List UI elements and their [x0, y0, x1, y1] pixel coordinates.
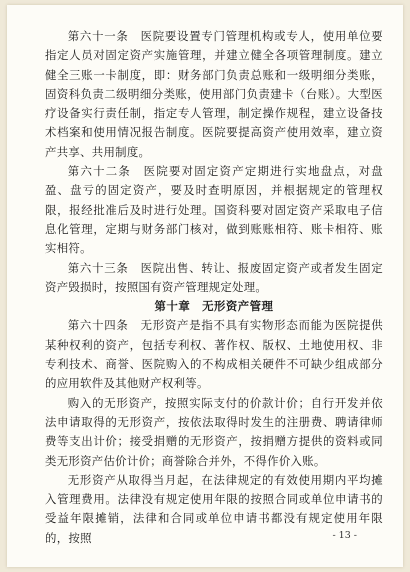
chapter-heading: 第十章 无形资产管理	[154, 299, 274, 314]
article-61-paragraph: 第六十一条 医院要设置专门管理机构或专人，使用单位要指定人员对固定资产实施管理，并建立健全各项管理制度。建立健全三账一卡制度，即：财务部门负责总账和一级明细分类账，固资科负责二级明细分类账，使用部门负责建卡（台账）。大型医疗设备实行责任制，指定专人管理，制定操作规程，建立设备技术档案和使用情况报告制度。医院要提高资产使用效率，建立资产共享、共用制度。	[45, 29, 383, 159]
valuation-paragraph: 购入的无形资产，按照实际支付的价款计价；自行开发并依法申请取得的无形资产，按依法取得时发生的注册费、聘请律师费等支出计价；接受捐赠的无形资产，按捐赠方提供的资料或同类无形资产估价计价；商誉除合并外，不得作价入账。	[45, 395, 383, 468]
article-64-paragraph: 第六十四条 无形资产是指不具有实物形态而能为医院提供某种权利的资产，包括专利权、著作权、版权、土地使用权、非专利技术、商誉、医院购入的不构成相关硬件不可缺少组成部分的应用软件及其他财产权利等。	[45, 318, 383, 391]
document-body	[45, 27, 383, 548]
article-62-paragraph: 第六十二条 医院要对固定资产定期进行实地盘点，对盘盈、盘亏的固定资产，要及时查明原因，并根据规定的管理权限，报经批准后及时进行处理。国资科要对固定资产采取电子信息化管理，定期与财务部门核对，做到账账相符、账卡相符、账实相符。	[45, 164, 383, 256]
article-63-paragraph: 第六十三条 医院出售、转让、报废固定资产或者发生固定资产毁损时，按照国有资产管理规定处理。	[45, 260, 383, 294]
page-number: - 13 -	[332, 530, 357, 541]
amortization-paragraph: 无形资产从取得当月起，在法律规定的有效使用期内平均摊入管理费用。法律没有规定使用年限的按照合同或单位申请书的受益年限摊销，法律和合同或单位申请书都没有规定使用年限的，按照	[45, 472, 383, 545]
document-page	[7, 5, 403, 567]
